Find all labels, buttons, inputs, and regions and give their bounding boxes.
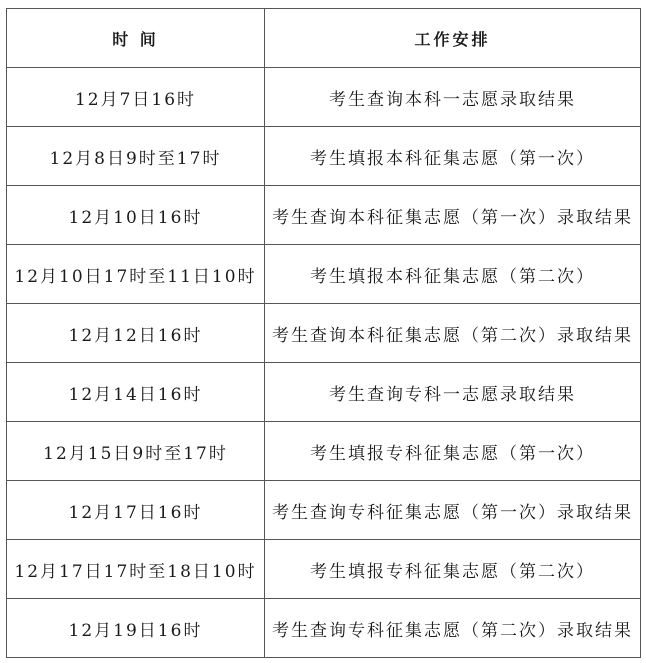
cell-time: 12月17日16时 bbox=[7, 481, 265, 540]
cell-task: 考生填报本科征集志愿（第二次） bbox=[265, 245, 641, 304]
table-row bbox=[7, 127, 641, 186]
table-row bbox=[7, 540, 641, 599]
cell-time: 12月12日16时 bbox=[7, 304, 265, 363]
table-row bbox=[7, 599, 641, 658]
table-row bbox=[7, 422, 641, 481]
table-row bbox=[7, 304, 641, 363]
table-row bbox=[7, 481, 641, 540]
cell-time: 12月7日16时 bbox=[7, 68, 265, 127]
cell-time: 12月15日9时至17时 bbox=[7, 422, 265, 481]
cell-time: 12月14日16时 bbox=[7, 363, 265, 422]
cell-task: 考生填报本科征集志愿（第一次） bbox=[265, 127, 641, 186]
header-time: 时 间 bbox=[7, 9, 265, 68]
cell-task: 考生查询本科一志愿录取结果 bbox=[265, 68, 641, 127]
cell-time: 12月10日17时至11日10时 bbox=[7, 245, 265, 304]
cell-task: 考生填报专科征集志愿（第二次） bbox=[265, 540, 641, 599]
table-header-row bbox=[7, 9, 641, 68]
table-row bbox=[7, 68, 641, 127]
cell-time: 12月19日16时 bbox=[7, 599, 265, 658]
header-task: 工作安排 bbox=[265, 9, 641, 68]
cell-task: 考生查询专科征集志愿（第二次）录取结果 bbox=[265, 599, 641, 658]
cell-task: 考生查询专科一志愿录取结果 bbox=[265, 363, 641, 422]
table-row bbox=[7, 186, 641, 245]
cell-task: 考生查询本科征集志愿（第一次）录取结果 bbox=[265, 186, 641, 245]
schedule-table bbox=[6, 8, 641, 658]
cell-time: 12月17日17时至18日10时 bbox=[7, 540, 265, 599]
cell-time: 12月10日16时 bbox=[7, 186, 265, 245]
table-row bbox=[7, 363, 641, 422]
table-row bbox=[7, 245, 641, 304]
cell-task: 考生填报专科征集志愿（第一次） bbox=[265, 422, 641, 481]
cell-task: 考生查询专科征集志愿（第一次）录取结果 bbox=[265, 481, 641, 540]
cell-task: 考生查询本科征集志愿（第二次）录取结果 bbox=[265, 304, 641, 363]
cell-time: 12月8日9时至17时 bbox=[7, 127, 265, 186]
